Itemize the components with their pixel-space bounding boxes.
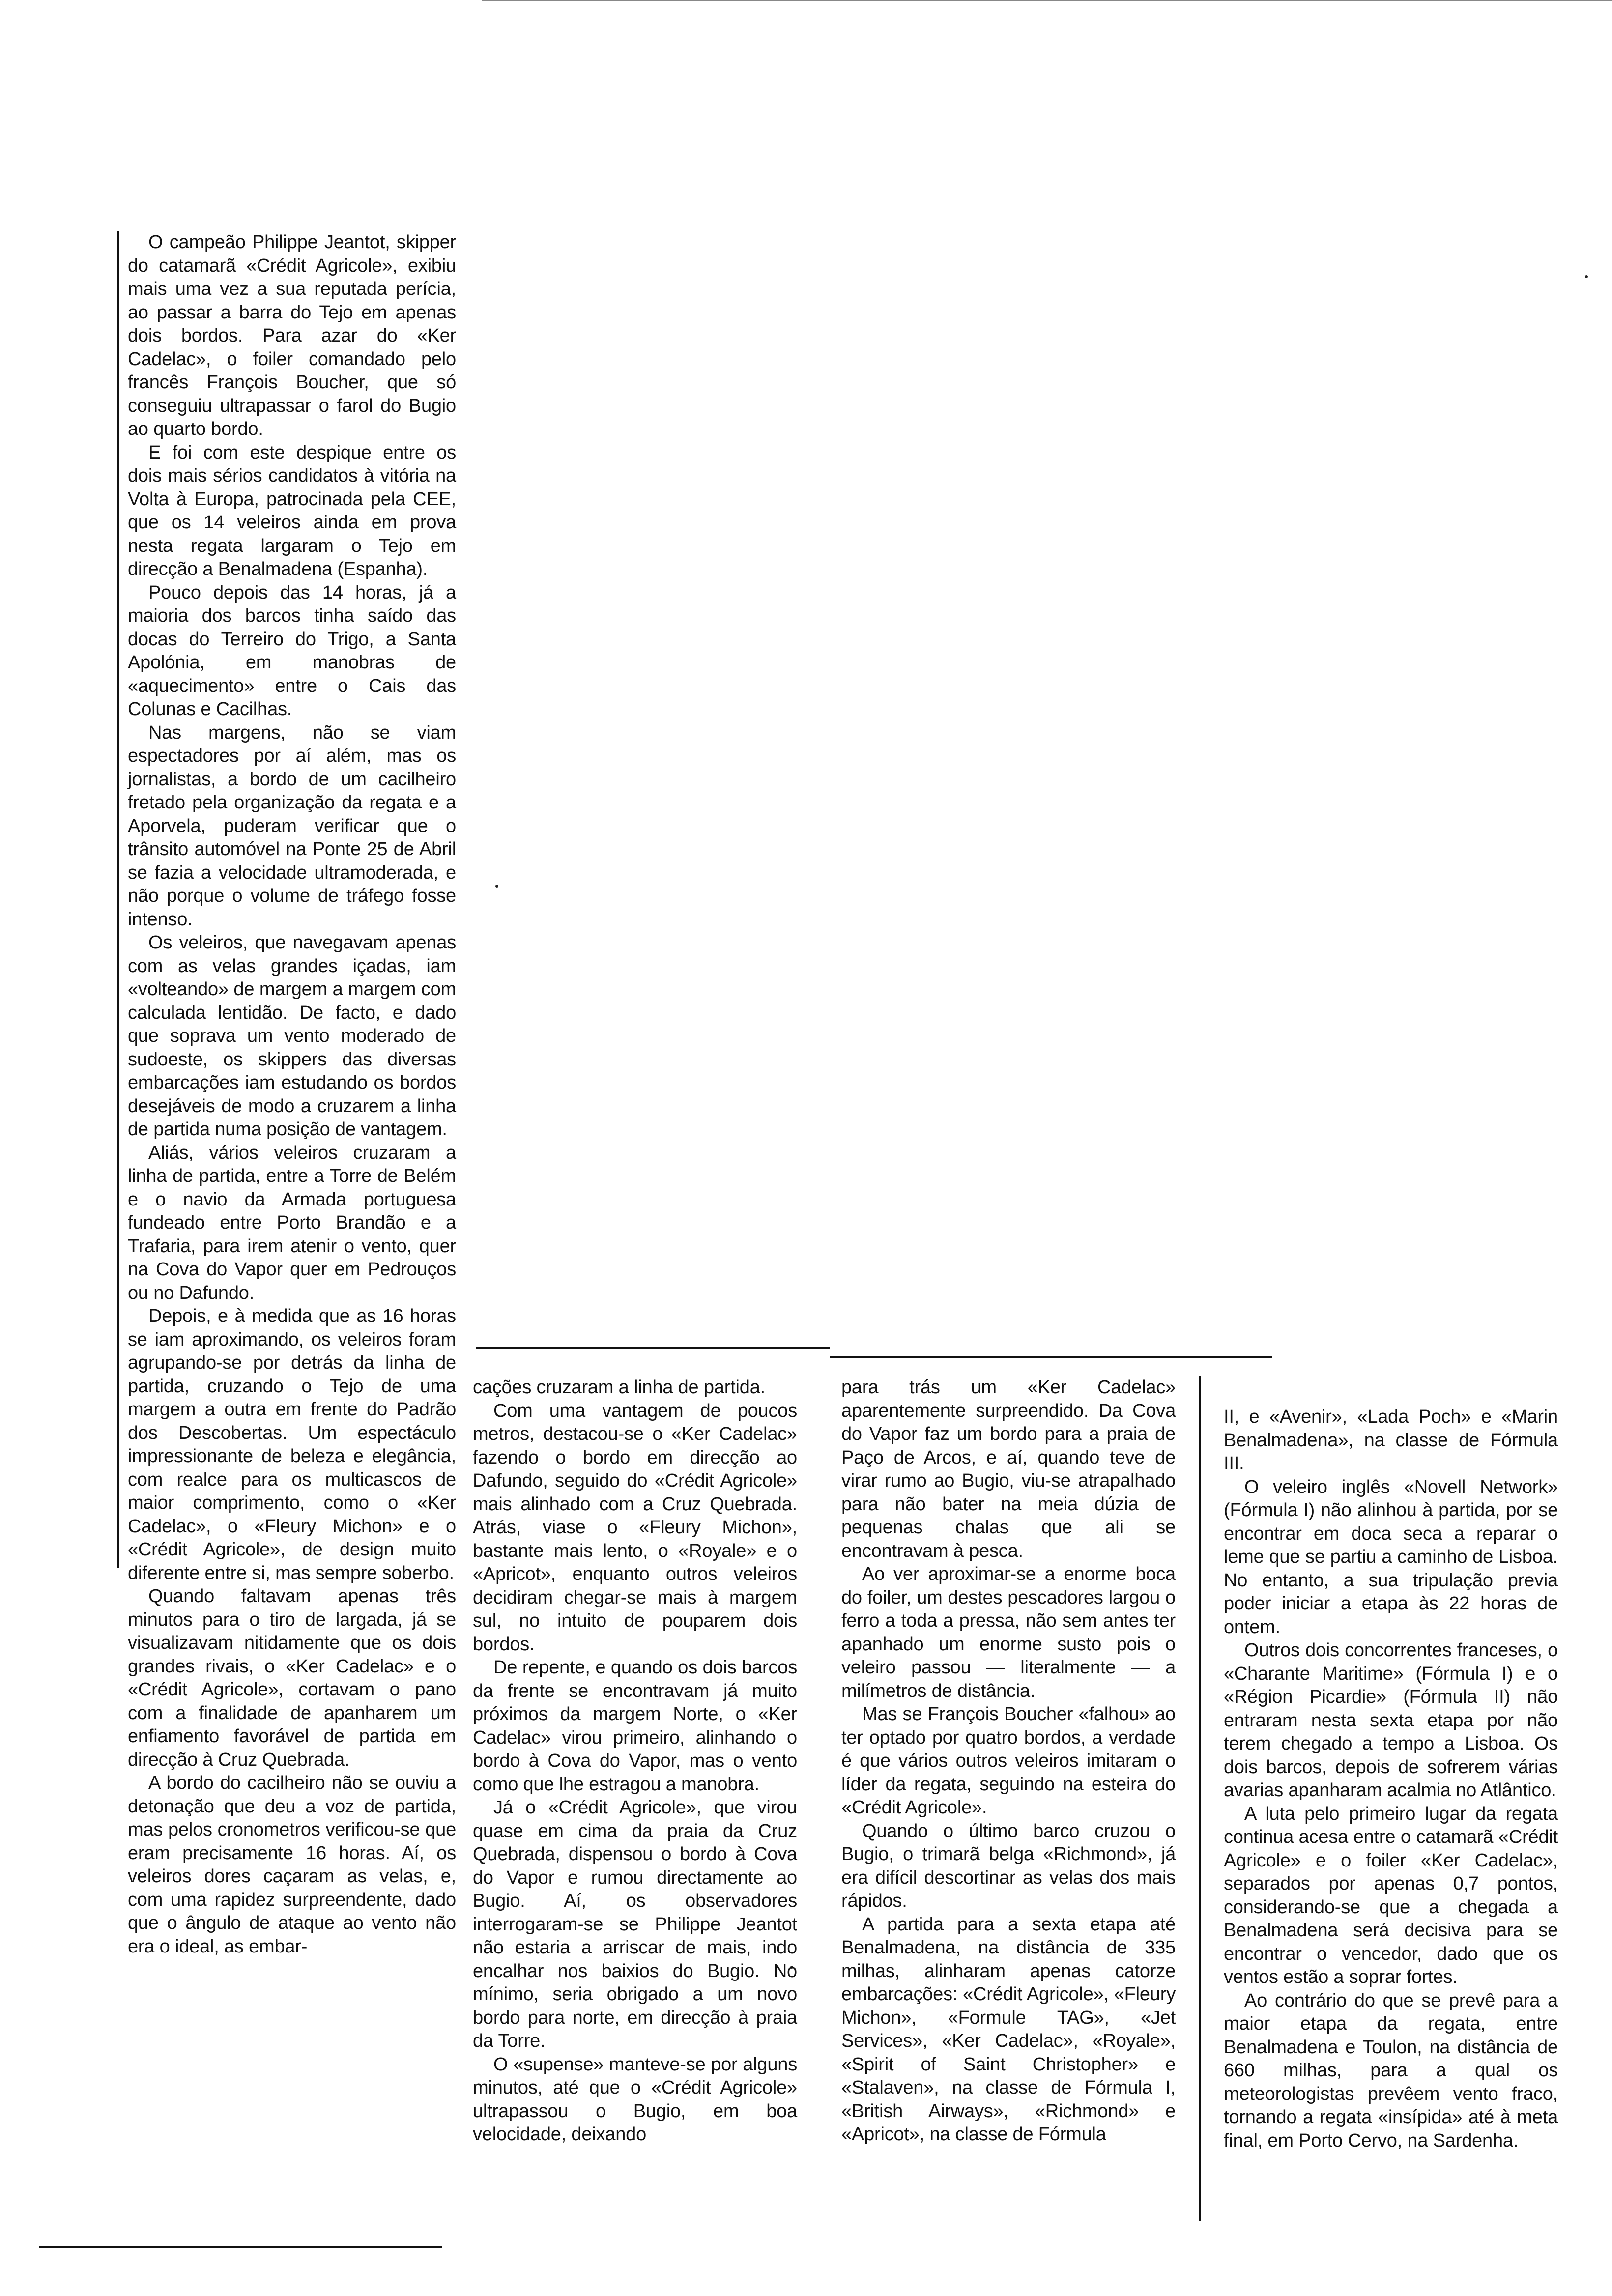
paragraph: Quando o último barco cruzou o Bugio, o trimarã belga «Richmond», já era difícil descortinar as velas dos mais rápidos. [841,1820,1176,1911]
paragraph: Ao contrário do que se prevê para a maior etapa da regata, entre Benalmadena e Toulon, na distância de 660 milhas, para a qual os meteorologistas prevêem vento fraco, tornando a regata «insípida» até à meta final, em Porto Cervo, na Sardenha. [1224,1990,1558,2151]
paragraph: Nas margens, não se viam espectadores por aí além, mas os jornalistas, a bordo de um cacilheiro fretado pela organização da regata e a Aporvela, puderam verificar que o trânsito automóvel na Ponte 25 de Abril se fazia a velocidade ultramoderada, e não porque o volume de tráfego fosse intenso. [128,722,456,930]
right-column-rule [1199,1376,1201,2221]
paragraph: Os veleiros, que navegavam apenas com as velas grandes içadas, iam «volteando» de margem a margem com calculada lentidão. De facto, e dado que soprava um vento moderado de sudoeste, os skippers das diversas embarcações iam estudando os bordos desejáveis de modo a cruzarem a linha de partida numa posição de vantagem. [128,932,456,1140]
paragraph: O veleiro inglês «Novell Network» (Fórmula I) não alinhou à partida, por se encontrar em doca seca a reparar o leme que se partiu a caminho de Lisboa. No entanto, a sua tripulação previa poder iniciar a etapa às 22 horas de ontem. [1224,1476,1558,1637]
bottom-scan-edge [39,2246,442,2248]
article-column-1 [128,231,456,1958]
paragraph-continued: II, e «Avenir», «Lada Poch» e «Marin Benalmadena», na classe de Fórmula III. [1224,1406,1558,1474]
article-column-4 [1224,1406,1558,2152]
column-break-rule [476,1347,830,1349]
paragraph-continued: para trás um «Ker Cadelac» aparentemente surpreendido. Da Cova do Vapor faz um bordo para a praia de Paço de Arcos, e aí, quando teve de virar rumo ao Bugio, viu-se atrapalhado para não bater na meia dúzia de pequenas chalas que ali se encontravam à pesca. [841,1377,1176,1561]
paragraph: Depois, e à medida que as 16 horas se iam aproximando, os veleiros foram agrupando-se por detrás da linha de partida, cruzando o Tejo de uma margem a outra em frente do Padrão dos Descobertas. Um espectáculo impressionante de beleza e elegância, com realce para os multicascos de maior comprimento, como o «Ker Cadelac», o «Fleury Michon» e o «Crédit Agricole», de design muito diferente entre si, mas sempre soberbo. [128,1306,456,1583]
paragraph: Quando faltavam apenas três minutos para o tiro de largada, já se visualizavam nitidamente que os dois grandes rivais, o «Ker Cadelac» e o «Crédit Agricole», cortavam o pano com a finalidade de apanharem um enfiamento favorável de partida em direcção à Cruz Quebrada. [128,1586,456,1770]
article-column-2 [473,1376,797,2147]
paragraph: A partida para a sexta etapa até Benalmadena, na distância de 335 milhas, alinharam apenas catorze embarcações: «Crédit Agricole», «Fleury Michon», «Formule TAG», «Jet Services», «Ker Cadelac», «Royale», «Spirit of Saint Christopher» e «Stalaven», na classe de Fórmula I, «British Airways», «Richmond» e «Apricot», na classe de Fórmula [841,1914,1176,2145]
column-break-rule-right [830,1356,1272,1358]
article-column-3 [841,1376,1176,2147]
paragraph: Já o «Crédit Agricole», que virou quase em cima da praia da Cruz Quebrada, dispensou o bordo à Cova do Vapor e rumou directamente ao Bugio. Aí, os observadores interrogaram-se se Philippe Jeantot não estaria a arriscar de mais, indo encalhar nos baixios do Bugio. No mínimo, seria obrigado a um novo bordo para norte, em direcção à praia da Torre. [473,1797,797,2051]
paragraph: Outros dois concorrentes franceses, o «Charante Maritime» (Fórmula I) e o «Région Picardie» (Fórmula II) não entraram nesta sexta etapa por não terem chegado a tempo a Lisboa. Os dois barcos, depois de sofrerem várias avarias apanharam acalmia no Atlântico. [1224,1640,1558,1801]
paragraph: A luta pelo primeiro lugar da regata continua acesa entre o catamarã «Crédit Agricole» e o foiler «Ker Cadelac», separados por apenas 0,7 pontos, considerando-se que a chegada a Benalmadena será decisiva para se encontrar o vencedor, dado que os ventos estão a soprar fortes. [1224,1803,1558,1987]
paragraph: Aliás, vários veleiros cruzaram a linha de partida, entre a Torre de Belém e o navio da Armada portuguesa fundeado entre Porto Brandão e a Trafaria, para irem atenir o vento, quer na Cova do Vapor quer em Pedrouços ou no Dafundo. [128,1142,456,1303]
paragraph: Mas se François Boucher «falhou» ao ter optado por quatro bordos, a verdade é que vários outros veleiros imitaram o líder da regata, seguindo na esteira do «Crédit Agricole». [841,1704,1176,1818]
scan-speck [1585,275,1588,278]
paragraph: A bordo do cacilheiro não se ouviu a detonação que deu a voz de partida, mas pelos cronometros verificou-se que eram precisamente 16 horas. Aí, os veleiros dores caçaram as velas, e, com uma rapidez surpreendente, dado que o ângulo de ataque ao vento não era o ideal, as embar- [128,1773,456,1957]
paragraph: De repente, e quando os dois barcos da frente se encontravam já muito próximos da margem Norte, o «Ker Cadelac» virou primeiro, alinhando o bordo à Cova do Vapor, mas o vento como que lhe estragou a manobra. [473,1657,797,1795]
left-column-rule [117,231,119,1568]
paragraph: O campeão Philippe Jeantot, skipper do catamarã «Crédit Agricole», exibiu mais uma vez a sua reputada perícia, ao passar a barra do Tejo em apenas dois bordos. Para azar do «Ker Cadelac», o foiler comandado pelo francês François Boucher, que só conseguiu ultrapassar o farol do Bugio ao quarto bordo. [128,232,456,439]
paragraph: Com uma vantagem de poucos metros, destacou-se o «Ker Cadelac» fazendo o bordo em direcção ao Dafundo, seguido do «Crédit Agricole» mais alinhado com a Cruz Quebrada. Atrás, viase o «Fleury Michon», bastante mais lento, o «Royale» e o «Apricot», enquanto outros veleiros decidiram chegar-se mais à margem sul, no intuito de pouparem dois bordos. [473,1400,797,1655]
paragraph-continued: cações cruzaram a linha de partida. [473,1377,765,1398]
scan-speck [495,885,498,888]
paragraph: Pouco depois das 14 horas, já a maioria dos barcos tinha saído das docas do Terreiro do Trigo, a Santa Apolónia, em manobras de «aquecimento» entre o Cais das Colunas e Cacilhas. [128,582,456,719]
top-scan-edge [482,0,1612,1]
paragraph: Ao ver aproximar-se a enorme boca do foiler, um destes pescadores largou o ferro a toda a pressa, não sem antes ter apanhado um enorme susto pois o veleiro passou — literalmente — a milímetros de distância. [841,1564,1176,1701]
paragraph: O «supense» manteve-se por alguns minutos, até que o «Crédit Agricole» ultrapassou o Bugio, em boa velocidade, deixando [473,2054,797,2145]
paragraph: E foi com este despique entre os dois mais sérios candidatos à vitória na Volta à Europa, patrocinada pela CEE, que os 14 veleiros ainda em prova nesta regata largaram o Tejo em direcção a Benalmadena (Espanha). [128,442,456,579]
